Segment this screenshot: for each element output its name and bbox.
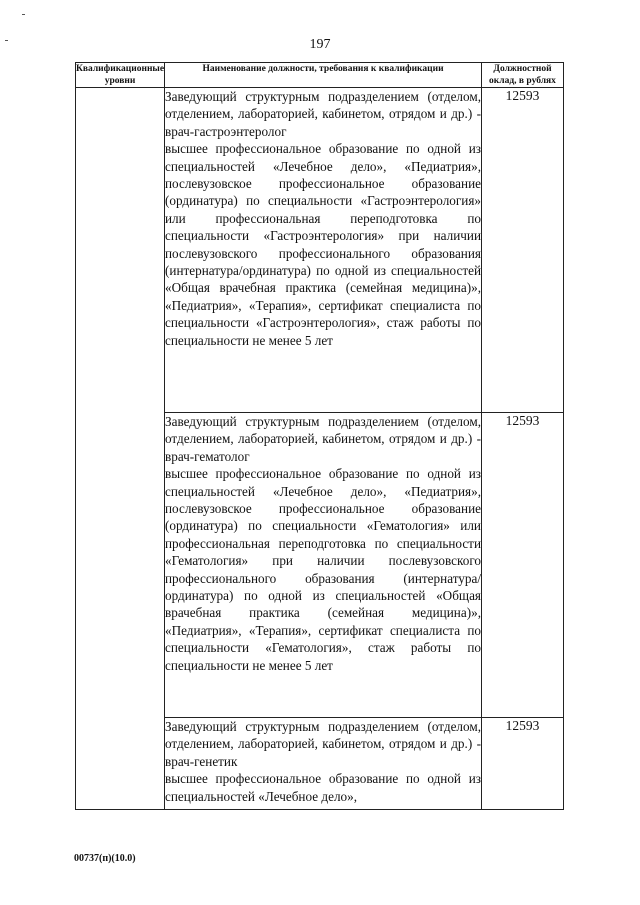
position-description-cell bbox=[165, 413, 482, 718]
position-requirements: высшее профессиональное образование по одной из специальностей «Лечебное дело», «Педиатрия», послевузовское профессиональное образование (ординатура) по специальности «Гематология» или профессиональная переподготовка по специальности «Гематология» при наличии послевузовского профессионального образования (интернатура/ординатура) по одной из специальностей «Общая врачебная практика (семейная медицина)», «Педиатрия», «Терапия», сертификат специалиста по специальности «Гематология», стаж работы по специальности не менее 5 лет bbox=[165, 466, 481, 673]
position-title: Заведующий структурным подразделением (отделом, отделением, лабораторией, кабинетом, отрядом и др.) - врач-гематолог bbox=[165, 414, 481, 464]
document-footer-code: 00737(п)(10.0) bbox=[74, 853, 136, 864]
table-row bbox=[76, 88, 564, 413]
salary-cell: 12593 bbox=[482, 413, 564, 718]
header-qualification-levels: Квалификационные уровни bbox=[76, 64, 165, 86]
salary-cell: 12593 bbox=[482, 88, 564, 413]
position-description-cell bbox=[165, 718, 482, 810]
table-header-row bbox=[76, 63, 564, 88]
scan-speck bbox=[5, 40, 8, 41]
position-title: Заведующий структурным подразделением (отделом, отделением, лабораторией, кабинетом, отрядом и др.) - врач-генетик bbox=[165, 719, 481, 769]
header-salary: Должностной оклад, в рублях bbox=[482, 63, 564, 88]
position-title: Заведующий структурным подразделением (отделом, отделением, лабораторией, кабинетом, отрядом и др.) - врач-гастроэнтеролог bbox=[165, 89, 481, 139]
qualification-table bbox=[75, 62, 564, 810]
qualification-level-cell bbox=[76, 88, 165, 810]
position-description-cell bbox=[165, 88, 482, 413]
scan-speck bbox=[22, 14, 25, 15]
salary-cell: 12593 bbox=[482, 718, 564, 810]
position-requirements: высшее профессиональное образование по одной из специальностей «Лечебное дело», «Педиатрия», послевузовское профессиональное образование (ординатура) по специальности «Гастроэнтерология» или профессиональная переподготовка по специальности «Гастроэнтерология» при наличии послевузовского профессионального образования (интернатура/ординатура) по одной из специальностей «Общая врачебная практика (семейная медицина)», «Педиатрия», «Терапия», сертификат специалиста по специальности «Гастроэнтерология», стаж работы по специальности не менее 5 лет bbox=[165, 141, 481, 348]
header-position-requirements: Наименование должности, требования к квалификации bbox=[165, 63, 482, 88]
page-number: 197 bbox=[309, 37, 331, 52]
position-requirements: высшее профессиональное образование по одной из специальностей «Лечебное дело», bbox=[165, 771, 481, 804]
